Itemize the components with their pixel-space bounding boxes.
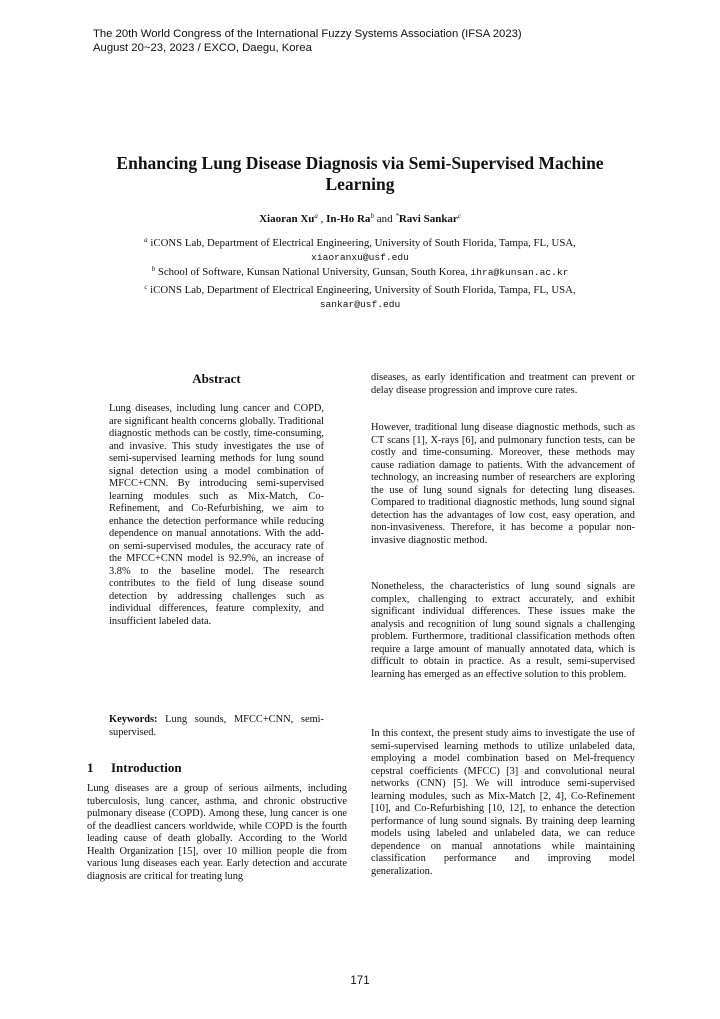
affiliation-c: [80, 284, 640, 311]
introduction-heading: [87, 760, 182, 776]
affil-text: School of Software, Kunsan National University, Gunsan, South Korea,: [157, 266, 471, 278]
affil-email: sankar@usf.edu: [319, 298, 401, 310]
keywords: [109, 714, 324, 739]
affiliation-a: [80, 237, 640, 264]
corresponding-author-mark: *: [395, 212, 399, 220]
body-paragraph: However, traditional lung disease diagnostic methods, such as CT scans [1], X-rays [6], and pulmonary function tests, can be costly and time-consuming. Moreover, these methods may cause radiation damage to patients. With the advancement of technology, an increasing number of researchers are exploring the use of lung sound signals for detecting lung diseases. Compared to traditional diagnostic methods, lung sound signal detection has the advantages of low cost, easy operation, and non-invasiveness. Therefore, it has become a popular non-invasive diagnostic method.: [371, 422, 635, 546]
conference-header-line1: The 20th World Congress of the International Fuzzy Systems Association (IFSA 2023): [93, 28, 522, 40]
author-list: [80, 213, 640, 225]
section-number: 1: [87, 760, 94, 775]
affil-mark: a: [144, 236, 148, 244]
affiliation-b: [80, 266, 640, 280]
affil-mark: b: [151, 265, 156, 273]
author-affil-mark: b: [370, 212, 374, 220]
author-separator: ,: [317, 213, 327, 225]
body-paragraph: In this context, the present study aims to investigate the use of semi-supervised learning methods to utilize unlabeled data, employing a model combination based on Mel-frequency cepstral coefficients (MFCC) [3] and convolutional neural networks (CNN) [5]. We will introduce semi-supervised learning modules, such as Mix-Match [2, 4], Co-Refinement [10], and Co-Refurbishing [10, 12], to enhance the detection performance of lung sound signals. By training deep learning models using labeled and unlabeled data, we can reduce dependence on manual annotations while maintaining classification performance and improving model generalization.: [371, 728, 635, 877]
author-name: In-Ho Ra: [326, 213, 371, 225]
author-affil-mark: a: [314, 212, 318, 220]
affil-text: iCONS Lab, Department of Electrical Engineering, University of South Florida, Tampa, FL, USA,: [150, 237, 576, 249]
author-name: Ravi Sankar: [398, 213, 458, 225]
body-paragraph: Nonetheless, the characteristics of lung sound signals are complex, challenging to extract accurately, and exhibit significant individual differences. These issues make the analysis and recognition of lung sound signals a challenging problem. Furthermore, traditional classification methods often require a large amount of manually annotated data, which is difficult to obtain in practice. As a result, semi-supervised learning has emerged as an effective solution to this problem.: [371, 581, 635, 680]
author-affil-mark: c: [457, 212, 461, 220]
author-separator: and: [373, 213, 396, 225]
paper-title: Enhancing Lung Disease Diagnosis via Semi-Supervised Machine Learning: [116, 153, 604, 194]
keywords-label: Keywords:: [109, 714, 158, 725]
affil-text: iCONS Lab, Department of Electrical Engineering, University of South Florida, Tampa, FL, USA,: [150, 284, 576, 296]
author-name: Xiaoran Xu: [259, 213, 315, 225]
abstract-text: Lung diseases, including lung cancer and COPD, are significant health concerns globally. Traditional diagnostic methods can be costly, time-consuming, and invasive. This study investigates the use of semi-supervised learning methods for lung sound signal detection using a model combination of MFCC+CNN. By introducing semi-supervised learning modules such as Mix-Match, Co-Refinement, and Co-Refurbishing, we aim to enhance the detection performance while reducing dependence on manual annotations. With the add-on semi-supervised modules, the accuracy rate of the MFCC+CNN model is 92.9%, an increase of 3.8% to the baseline model. The research contributes to the field of lung disease sound detection by addressing challenges such as individual differences, feature complexity, and insufficient labeled data.: [109, 403, 324, 627]
affil-email: xiaoranxu@usf.edu: [311, 251, 409, 263]
conference-header-line2: August 20~23, 2023 / EXCO, Daegu, Korea: [93, 42, 312, 54]
conference-header: [93, 27, 522, 55]
affil-email: ihra@kunsan.ac.kr: [470, 267, 569, 278]
page-number: 171: [350, 975, 370, 987]
body-paragraph: diseases, as early identification and treatment can prevent or delay disease progression and improve cure rates.: [371, 372, 635, 396]
keywords-list: Lung sounds, MFCC+CNN, semi-supervised.: [109, 714, 324, 738]
section-title: Introduction: [111, 760, 182, 775]
affil-mark: c: [144, 283, 148, 291]
abstract-heading: Abstract: [192, 371, 241, 386]
introduction-paragraph: Lung diseases are a group of serious ailments, including tuberculosis, lung cancer, asthma, and chronic obstructive pulmonary disease (COPD). Among these, lung cancer is one of the deadliest cancers worldwide, while COPD is the fourth leading cause of death globally. According to the World Health Organization [15], over 10 million people die from various lung diseases each year. Early detection and accurate diagnosis are critical for treating lung: [87, 783, 347, 882]
